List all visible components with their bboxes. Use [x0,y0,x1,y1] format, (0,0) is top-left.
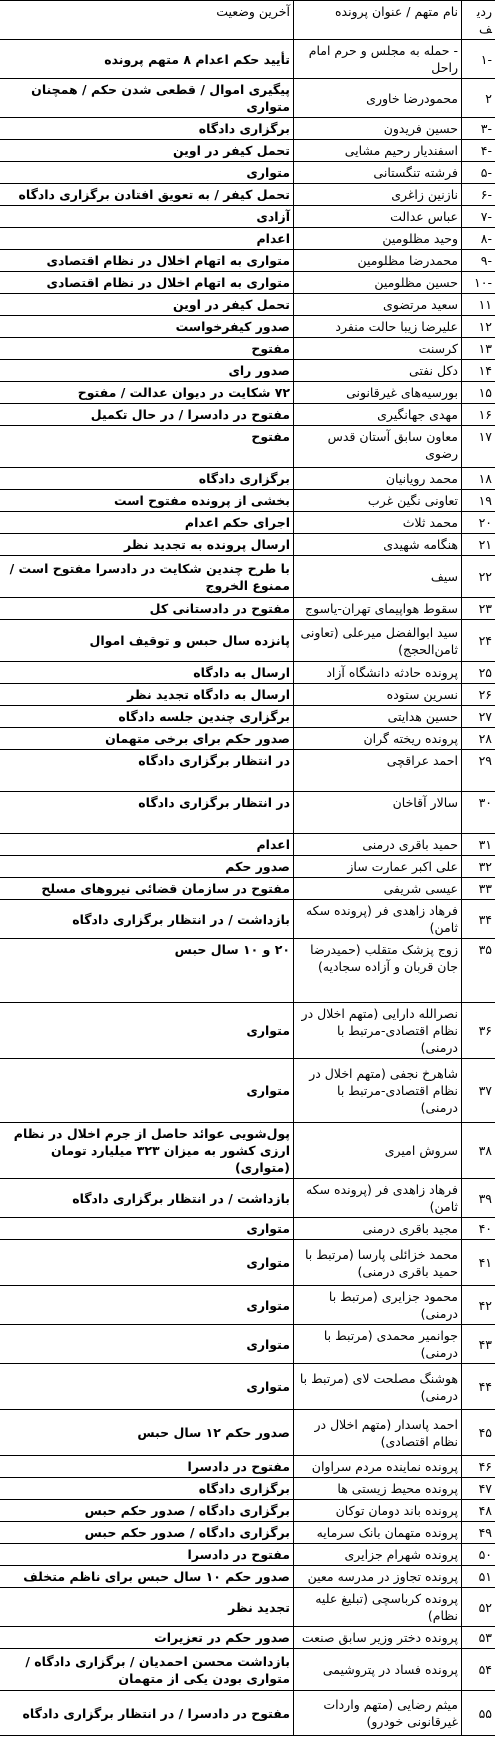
latest-status: متواری [0,1003,294,1059]
latest-status: صدور حکم [0,856,294,878]
defendant-name: احمد عراقچی [294,750,462,792]
row-number: ۱۹ [462,490,495,512]
latest-status: برگزاری دادگاه [0,118,294,140]
table-row [0,1566,495,1588]
table-row [0,1123,495,1179]
table-row [0,856,495,878]
latest-status: صدور حکم برای برخی متهمان [0,728,294,750]
table-row [0,206,495,228]
table-row [0,118,495,140]
table-body [0,40,495,1736]
latest-status: پیگیری اموال / قطعی شدن حکم / همچنان متواری [0,79,294,118]
table-row [0,1588,495,1627]
defendant-name: عباس عدالت [294,206,462,228]
latest-status: صدور کیفرخواست [0,316,294,338]
table-row [0,1500,495,1522]
latest-status: متواری [0,1325,294,1364]
row-number: ۳۰ [462,792,495,834]
defendant-name: پرونده متهمان بانک سرمایه [294,1522,462,1544]
latest-status: متواری [0,1218,294,1240]
row-number: ۲ [462,79,495,118]
latest-status: بخشی از پرونده مفتوح است [0,490,294,512]
latest-status: برگزاری چندین جلسه دادگاه [0,706,294,728]
table-row [0,1003,495,1059]
row-number: ۵۱ [462,1566,495,1588]
defendant-name: سروش امیری [294,1123,462,1179]
defendant-name: پرونده تجاوز در مدرسه معین [294,1566,462,1588]
latest-status: اعدام [0,228,294,250]
defendant-name: حمید باقری درمنی [294,834,462,856]
table-row [0,184,495,206]
table-row [0,598,495,620]
defendant-name: اسفندیار رحیم مشایی [294,140,462,162]
table-row [0,684,495,706]
table-row [0,468,495,490]
latest-status: اعدام [0,834,294,856]
latest-status: متواری به اتهام اخلال در نظام اقتصادی [0,250,294,272]
table-row [0,490,495,512]
table-row [0,556,495,598]
latest-status: ارسال به دادگاه [0,662,294,684]
row-number: ۳۳ [462,878,495,900]
defendant-name: محمد ثلاث [294,512,462,534]
row-number: ۳۴ [462,900,495,939]
table-row [0,900,495,939]
row-number: ۱۴ [462,360,495,382]
latest-status: ارسال پرونده به تجدید نظر [0,534,294,556]
latest-status: مفتوح [0,426,294,468]
table-row [0,728,495,750]
latest-status: ۷۲ شکایت در دیوان عدالت / مفتوح [0,382,294,404]
table-row [0,1478,495,1500]
row-number: -۴ [462,140,495,162]
row-number: ۴۱ [462,1240,495,1286]
row-number: ۲۰ [462,512,495,534]
defendant-name: تعاونی نگین غرب [294,490,462,512]
latest-status: تحمل کیفر در اوین [0,140,294,162]
defendant-name: فرشته تنگستانی [294,162,462,184]
row-number: ۴۲ [462,1286,495,1325]
table-row [0,426,495,468]
defendant-name: شاهرخ نجفی (متهم اخلال در نظام اقتصادی-مرتبط با درمنی) [294,1059,462,1123]
latest-status: ۲۰ و ۱۰ سال حبس [0,939,294,1003]
table-row [0,1364,495,1410]
defendant-name: محمد رویانیان [294,468,462,490]
table-row [0,1179,495,1218]
row-number: ۲۷ [462,706,495,728]
defendant-name: محمودرضا خاوری [294,79,462,118]
row-number: -۹ [462,250,495,272]
table-row [0,294,495,316]
defendant-name: پرونده ریخته گران [294,728,462,750]
row-number: -۶ [462,184,495,206]
defendant-name: بورسیه‌های غیرقانونی [294,382,462,404]
latest-status: مفتوح در دادسرا / در انتظار برگزاری دادگاه [0,1691,294,1736]
latest-status: متواری [0,1364,294,1410]
defendant-name: پرونده حادثه دانشگاه آزاد [294,662,462,684]
latest-status: مفتوح در دادسرا / در حال تکمیل [0,404,294,426]
header-row-number: ردیف [462,1,495,40]
row-number: ۳۷ [462,1059,495,1123]
table-row [0,1522,495,1544]
table-row [0,1286,495,1325]
table-row [0,939,495,1003]
defendant-name: سید ابوالفضل میرعلی (تعاونی ثامن‌الحجج) [294,620,462,662]
table-row [0,316,495,338]
defendant-name: مجید باقری درمنی [294,1218,462,1240]
row-number: ۲۶ [462,684,495,706]
defendant-name: فرهاد زاهدی فر (پرونده سکه ثامن) [294,900,462,939]
defendant-name: پرونده نماینده مردم سراوان [294,1456,462,1478]
table-row [0,272,495,294]
table-row [0,382,495,404]
defendant-name: سقوط هواپیمای تهران-یاسوج [294,598,462,620]
table-row [0,878,495,900]
table-row [0,1544,495,1566]
latest-status: مفتوح در دادسرا [0,1544,294,1566]
latest-status: اجرای حکم اعدام [0,512,294,534]
defendant-name: علیرضا زیبا حالت منفرد [294,316,462,338]
row-number: -۸ [462,228,495,250]
table-row [0,512,495,534]
defendant-name: سالار آقاخان [294,792,462,834]
table-row [0,1325,495,1364]
defendant-name: عیسی شریفی [294,878,462,900]
latest-status: ارسال به دادگاه تجدید نظر [0,684,294,706]
latest-status: صدور حکم در تعزیرات [0,1627,294,1649]
row-number: ۳۲ [462,856,495,878]
latest-status: پانزده سال حبس و توقیف اموال [0,620,294,662]
defendant-name: دکل نفتی [294,360,462,382]
defendant-name: میثم رضایی (متهم واردات غیرقانونی خودرو) [294,1691,462,1736]
row-number: -۱ [462,40,495,79]
defendant-name: حسین فریدون [294,118,462,140]
table-row [0,404,495,426]
latest-status: بازداشت / در انتظار برگزاری دادگاه [0,900,294,939]
table-row [0,1691,495,1736]
table-row [0,140,495,162]
row-number: ۳۸ [462,1123,495,1179]
table-row [0,834,495,856]
row-number: ۴۸ [462,1500,495,1522]
latest-status: تحمل کیفر در اوین [0,294,294,316]
row-number: ۲۹ [462,750,495,792]
row-number: ۳۱ [462,834,495,856]
defendant-name: مهدی جهانگیری [294,404,462,426]
latest-status: تحمل کیفر / به تعویق افتادن برگزاری دادگاه [0,184,294,206]
table-row [0,79,495,118]
row-number: ۴۵ [462,1410,495,1456]
row-number: -۱۰ [462,272,495,294]
header-row [0,1,495,40]
latest-status: پول‌شویی عوائد حاصل از جرم اخلال در نظام ارزی کشور به میزان ۳۲۳ میلیارد تومان (متواری) [0,1123,294,1179]
defendant-name: پرونده محیط زیستی ها [294,1478,462,1500]
row-number: -۵ [462,162,495,184]
table-row [0,1456,495,1478]
defendant-name: زوج پزشک متقلب (حمیدرضا جان قربان و آزاده سجادیه) [294,939,462,1003]
table-row [0,162,495,184]
defendant-name: وحید مظلومین [294,228,462,250]
row-number: ۲۸ [462,728,495,750]
latest-status: بازداشت محسن احمدیان / برگزاری دادگاه / متواری بودن یکی از متهمان [0,1649,294,1691]
defendant-name: احمد پاسدار (متهم اخلال در نظام اقتصادی) [294,1410,462,1456]
row-number: ۲۴ [462,620,495,662]
table-row [0,534,495,556]
row-number: ۵۰ [462,1544,495,1566]
latest-status: تجدید نظر [0,1588,294,1627]
defendant-name: حسین مظلومین [294,272,462,294]
row-number: ۱۷ [462,426,495,468]
table-row [0,1627,495,1649]
latest-status: متواری [0,162,294,184]
latest-status: متواری [0,1286,294,1325]
defendant-name: معاون سابق آستان قدس رضوی [294,426,462,468]
defendant-name: پرونده فساد در پتروشیمی [294,1649,462,1691]
latest-status: صدور حکم ۱۲ سال حبس [0,1410,294,1456]
row-number: ۱۱ [462,294,495,316]
defendant-name: حسین هدایتی [294,706,462,728]
latest-status: آزادی [0,206,294,228]
defendant-name: جوانمیر محمدی (مرتبط با درمنی) [294,1325,462,1364]
latest-status: برگزاری دادگاه / صدور حکم حبس [0,1500,294,1522]
table-row [0,1649,495,1691]
defendant-name: محمدرضا مظلومین [294,250,462,272]
latest-status: برگزاری دادگاه [0,468,294,490]
row-number: ۵۳ [462,1627,495,1649]
latest-status: مفتوح در دادسرا [0,1456,294,1478]
row-number: ۱۲ [462,316,495,338]
defendant-name: پرونده کرباسچی (تبلیغ علیه نظام) [294,1588,462,1627]
row-number: ۴۹ [462,1522,495,1544]
row-number: ۳۶ [462,1003,495,1059]
table-row [0,1240,495,1286]
defendant-name: نازنین زاغری [294,184,462,206]
defendant-name: پرونده دختر وزیر سابق صنعت [294,1627,462,1649]
defendant-name: محمود جزایری (مرتبط با درمنی) [294,1286,462,1325]
latest-status: برگزاری دادگاه / صدور حکم حبس [0,1522,294,1544]
row-number: ۴۶ [462,1456,495,1478]
table-row [0,1059,495,1123]
defendant-name: پرونده باند دومان توکان [294,1500,462,1522]
row-number: ۵۲ [462,1588,495,1627]
table-row [0,360,495,382]
latest-status: مفتوح در سازمان قضائی نیروهای مسلح [0,878,294,900]
defendant-name: پرونده شهرام جزایری [294,1544,462,1566]
latest-status: صدور حکم ۱۰ سال حبس برای ناظم متخلف [0,1566,294,1588]
table-row [0,706,495,728]
latest-status: بازداشت / در انتظار برگزاری دادگاه [0,1179,294,1218]
row-number: ۲۵ [462,662,495,684]
defendant-name: سیف [294,556,462,598]
latest-status: در انتظار برگزاری دادگاه [0,750,294,792]
table-row [0,620,495,662]
row-number: ۱۶ [462,404,495,426]
table-row [0,662,495,684]
defendant-name: سعید مرتضوی [294,294,462,316]
latest-status: صدور رای [0,360,294,382]
table-row [0,40,495,79]
row-number: ۵۴ [462,1649,495,1691]
row-number: ۴۴ [462,1364,495,1410]
defendant-name: محمد خزائلی پارسا (مرتبط با حمید باقری درمنی) [294,1240,462,1286]
row-number: ۲۳ [462,598,495,620]
table-row [0,250,495,272]
latest-status: مفتوح در دادستانی کل [0,598,294,620]
defendant-name: نصرالله دارایی (متهم اخلال در نظام اقتصادی-مرتبط با درمنی) [294,1003,462,1059]
row-number: ۱۵ [462,382,495,404]
row-number: -۷ [462,206,495,228]
table-row [0,228,495,250]
row-number: ۳۹ [462,1179,495,1218]
latest-status: برگزاری دادگاه [0,1478,294,1500]
row-number: ۴۷ [462,1478,495,1500]
row-number: ۲۲ [462,556,495,598]
latest-status: متواری [0,1240,294,1286]
row-number: ۴۰ [462,1218,495,1240]
latest-status: مفتوح [0,338,294,360]
latest-status: با طرح چندین شکایت در دادسرا مفتوح است / ممنوع الخروج [0,556,294,598]
row-number: ۵۵ [462,1691,495,1736]
row-number: ۲۱ [462,534,495,556]
latest-status: تأیید حکم اعدام ۸ متهم پرونده [0,40,294,79]
table-row [0,1410,495,1456]
table-row [0,750,495,792]
latest-status: در انتظار برگزاری دادگاه [0,792,294,834]
table-row [0,792,495,834]
table-row [0,338,495,360]
latest-status: متواری به اتهام اخلال در نظام اقتصادی [0,272,294,294]
row-number: ۱۸ [462,468,495,490]
latest-status: متواری [0,1059,294,1123]
defendant-name: نسرین ستوده [294,684,462,706]
row-number: ۳۵ [462,939,495,1003]
defendant-name: - حمله به مجلس و حرم امام راحل [294,40,462,79]
row-number: -۳ [462,118,495,140]
defendant-name: فرهاد زاهدی فر (پرونده سکه ثامن) [294,1179,462,1218]
defendant-name: علی اکبر عمارت ساز [294,856,462,878]
table-row [0,1218,495,1240]
defendant-name: کرسنت [294,338,462,360]
defendant-name: هوشنگ مصلحت لای (مرتبط با درمنی) [294,1364,462,1410]
defendant-name: هنگامه شهیدی [294,534,462,556]
row-number: ۱۳ [462,338,495,360]
header-latest-status: آخرین وضعیت [0,1,294,40]
header-defendant-name: نام متهم / عنوان پرونده [294,1,462,40]
row-number: ۴۳ [462,1325,495,1364]
